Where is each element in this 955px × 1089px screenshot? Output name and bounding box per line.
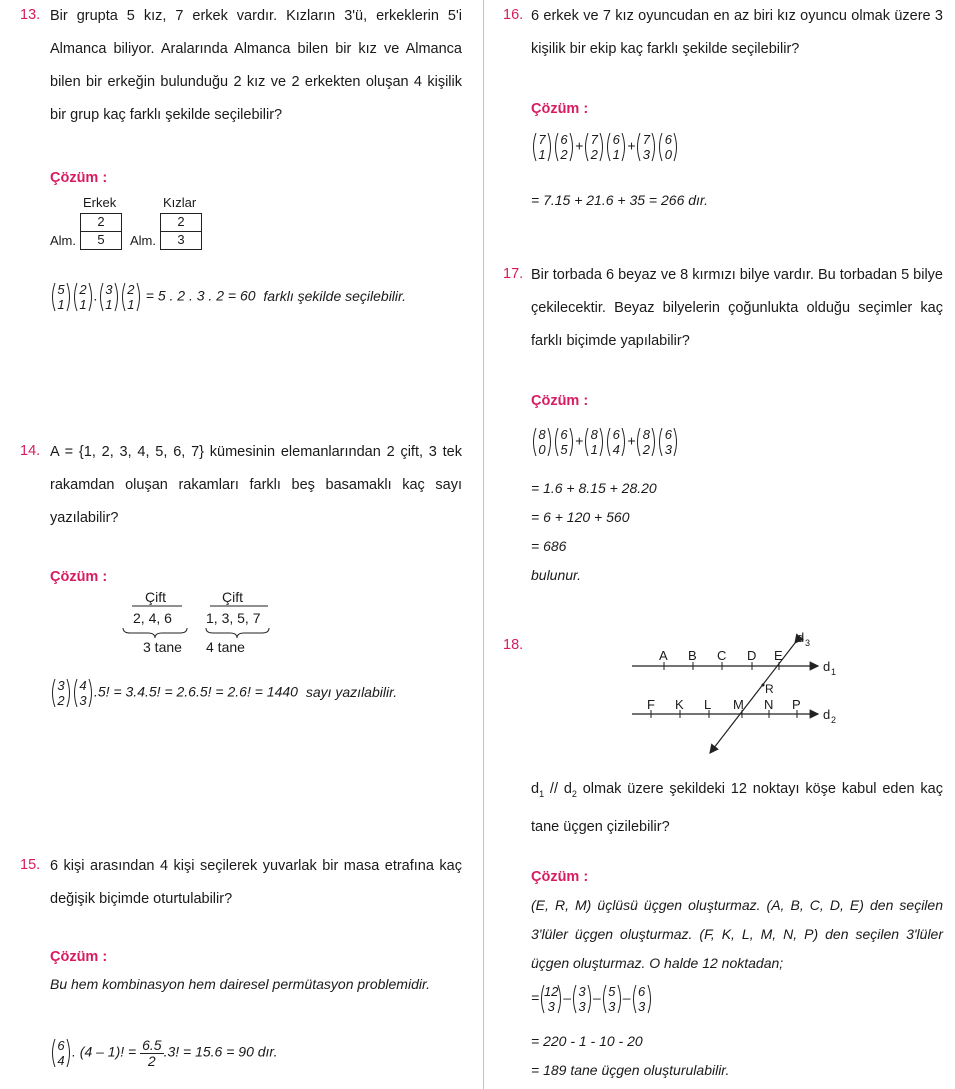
formula-result: = 5 . 2 . 3 . 2 = 60: [145, 287, 256, 304]
line-label-sub: 1: [831, 667, 837, 677]
solution-heading: Çözüm :: [50, 170, 108, 186]
binomial: 6 3: [631, 983, 653, 1015]
formula-line: = 12 3 – 3 3 – 5 3 – 6 3: [531, 983, 653, 1015]
formula-result: = 7.15 + 21.6 + 35 = 266 dır.: [531, 192, 708, 208]
table-header-kizlar: Kızlar: [163, 195, 197, 210]
binomial: 6 5: [553, 426, 575, 458]
formula-result: .5! = 3.4.5! = 2.6.5! = 2.6! = 1440: [94, 683, 298, 700]
formula-line: 5 1 2 1 . 3 1 2 1 = 5 . 2 . 3 . 2 = 60 farklı şekilde seçilebilir.: [50, 281, 406, 313]
point-label: K: [675, 697, 684, 712]
erkek-box-bottom: 5: [80, 231, 122, 250]
binomial: 6 0: [657, 131, 679, 163]
question-number: 14.: [20, 443, 41, 459]
alm-label: Alm.: [130, 233, 156, 248]
formula-part: . (4 – 1)! =: [72, 1043, 137, 1060]
binomial: 2 1: [120, 281, 142, 313]
grouping-braces: [120, 604, 275, 640]
binomial: 6 4: [50, 1037, 72, 1069]
erkek-box-top: 2: [80, 213, 122, 232]
binomial: 5 1: [50, 281, 72, 313]
binomial: 3 2: [50, 677, 72, 709]
kizlar-box-top: 2: [160, 213, 202, 232]
question-text: A = {1, 2, 3, 4, 5, 6, 7} kümesinin elemanlarından 2 çift, 3 tek rakamdan oluşan rakamları farklı beş basamaklı kaç sayı yazılabilir?: [50, 444, 462, 526]
formula-tail: sayı yazılabilir.: [305, 683, 398, 700]
point-label: F: [647, 697, 655, 712]
binomial: 3 3: [571, 983, 593, 1015]
formula-line: [50, 1037, 277, 1069]
point-label: C: [717, 648, 727, 663]
point-label: M: [733, 697, 744, 712]
column-divider: [483, 0, 484, 1089]
formula-part: .3! = 15.6 = 90 dır.: [163, 1043, 278, 1060]
formula-line: 7 1 6 2 + 7 2 6 1 + 7 3 6 0: [531, 131, 679, 163]
formula-line: = 1.6 + 8.15 + 28.20: [531, 480, 657, 496]
binomial: 7 1: [531, 131, 553, 163]
binomial: 6 3: [657, 426, 679, 458]
formula-line: = 220 - 1 - 10 - 20: [531, 1033, 643, 1049]
solution-heading: Çözüm :: [531, 101, 589, 117]
solution-explanation: (E, R, M) üçlüsü üçgen oluşturmaz. (A, B, C, D, E) den seçilen 3'lüler üçgen oluşturmaz. (F, K, L, M, N, P) den seçilen 3'lüler üçgen oluşturmaz. O halde 12 noktadan;: [531, 897, 943, 971]
point-label: B: [688, 648, 697, 663]
table-header-erkek: Erkek: [83, 195, 117, 210]
solution-heading: Çözüm :: [531, 869, 589, 885]
formula-line: [50, 677, 397, 709]
binomial: 2 1: [72, 281, 94, 313]
group-header: Çift: [222, 589, 243, 605]
formula-line: = 6 + 120 + 560: [531, 509, 630, 525]
point-label: D: [747, 648, 757, 663]
question-number: 13.: [20, 7, 41, 23]
point-label: L: [704, 697, 712, 712]
group-header: Çift: [145, 589, 166, 605]
binomial: 3 1: [98, 281, 120, 313]
binomial: 5 3: [601, 983, 623, 1015]
line-label-sub: 3: [805, 638, 811, 648]
binomial: 7 2: [583, 131, 605, 163]
question-number: 18.: [503, 637, 524, 653]
binomial: 8 2: [635, 426, 657, 458]
formula-line: = 189 tane üçgen oluşturulabilir.: [531, 1062, 730, 1078]
binomial: 8 0: [531, 426, 553, 458]
line-label: d: [797, 630, 805, 645]
solution-heading: Çözüm :: [50, 569, 108, 585]
binomial: 6 2: [553, 131, 575, 163]
line-label: d: [823, 707, 831, 722]
line-label: d: [823, 659, 831, 674]
point-label: N: [764, 697, 774, 712]
group-count: 3 tane: [143, 639, 182, 655]
question-number: 17.: [503, 266, 524, 282]
group-values: 2, 4, 6: [133, 610, 172, 626]
question-number: 16.: [503, 7, 524, 23]
point-label: E: [774, 648, 783, 663]
group-values: 1, 3, 5, 7: [206, 610, 261, 626]
binomial: 4 3: [72, 677, 94, 709]
fraction: $\frac{6.5}{2}$: [142, 1036, 162, 1069]
question-number: 15.: [20, 857, 41, 873]
formula-line: = 686: [531, 538, 567, 554]
formula-tail: farklı şekilde seçilebilir.: [263, 287, 407, 304]
binomial: 6 4: [605, 426, 627, 458]
solution-heading: Çözüm :: [50, 949, 108, 965]
formula-line: bulunur.: [531, 567, 582, 583]
solution-explanation: Bu hem kombinasyon hem dairesel permütasyon problemidir.: [50, 976, 430, 992]
binomial: 6 1: [605, 131, 627, 163]
point-label: R: [765, 682, 774, 696]
binomial: 7 3: [635, 131, 657, 163]
alm-label: Alm.: [50, 233, 76, 248]
question-text: $d_1 // d_2$ olmak üzere şekildeki 12 noktayı köşe kabul eden kaç tane üçgen çizilebilir?: [531, 781, 943, 835]
line-label-sub: 2: [831, 715, 837, 725]
kizlar-box-bottom: 3: [160, 231, 202, 250]
formula-line: 8 0 6 5 + 8 1 6 4 + 8 2 6 3: [531, 426, 679, 458]
point-label: P: [792, 697, 801, 712]
question-text: 6 kişi arasından 4 kişi seçilerek yuvarlak bir masa etrafına kaç değişik biçimde oturtulabilir?: [50, 858, 462, 907]
group-count: 4 tane: [206, 639, 245, 655]
question-text: 6 erkek ve 7 kız oyuncudan en az biri kız oyuncu olmak üzere 3 kişilik bir ekip kaç farklı şekilde seçilebilir?: [531, 8, 943, 57]
binomial: 12 3: [539, 983, 563, 1015]
solution-heading: Çözüm :: [531, 393, 589, 409]
binomial: 8 1: [583, 426, 605, 458]
point-label: A: [659, 648, 668, 663]
question-text: Bir grupta 5 kız, 7 erkek vardır. Kızların 3'ü, erkeklerin 5'i Almanca biliyor. Aralarında Almanca bilen bir kız ve Almanca bilen bir erkeğin bulunduğu 2 kız ve 2 erkekten oluşan 4 kişilik bir grup kaç farklı şekilde seçilebilir?: [50, 8, 462, 123]
question-text: Bir torbada 6 beyaz ve 8 kırmızı bilye vardır. Bu torbadan 5 bilye çekilecektir. Beyaz bilyelerin çoğunlukta olduğu seçimler kaç farklı biçimde yapılabilir?: [531, 267, 943, 349]
geometry-diagram: [600, 625, 860, 760]
